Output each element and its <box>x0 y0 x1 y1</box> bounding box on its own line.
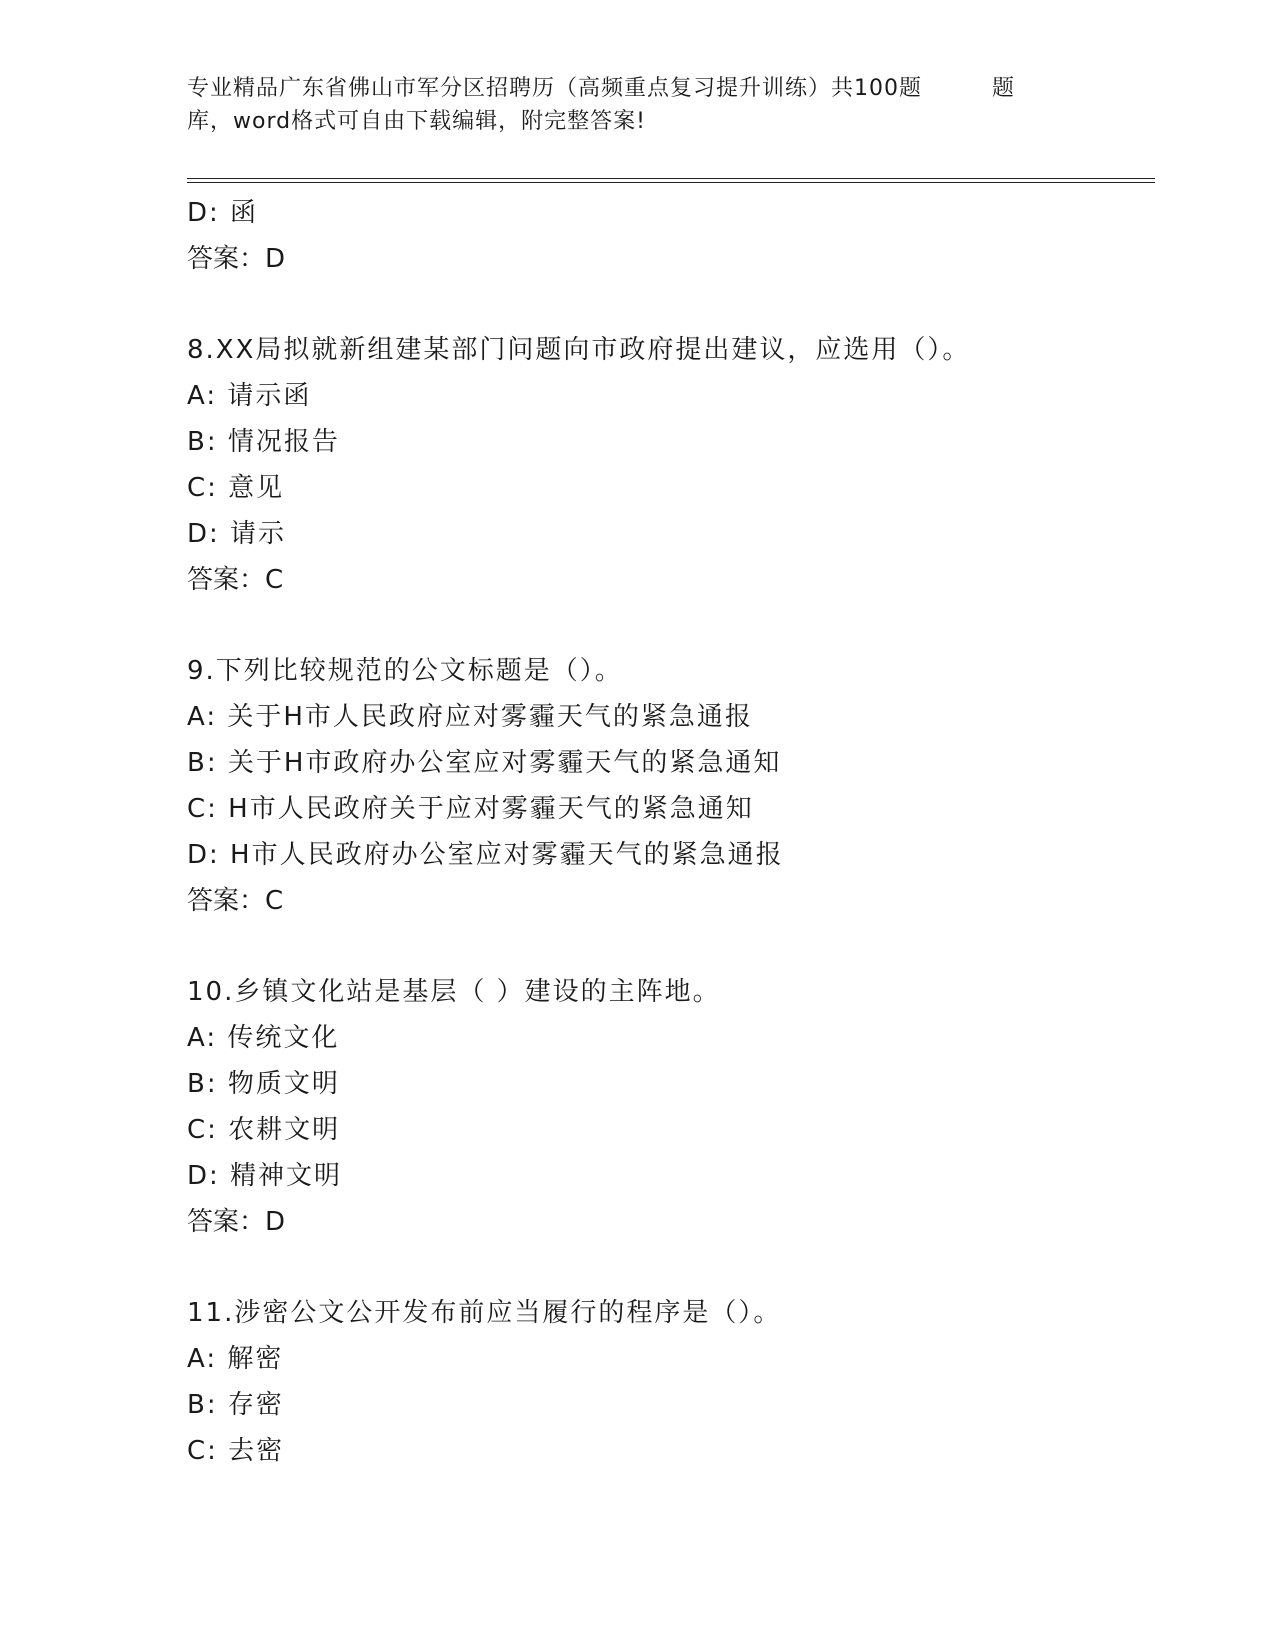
option-d: D: 函 <box>187 198 259 228</box>
question-11 <box>187 1290 1155 1474</box>
header-line-1-tail: 题 <box>992 76 1016 101</box>
option-c: C: 农耕文明 <box>187 1115 341 1145</box>
option-d: D: 精神文明 <box>187 1161 343 1191</box>
question-10 <box>187 969 1155 1245</box>
option-a: A: 解密 <box>187 1344 284 1374</box>
answer: 答案：D <box>187 1207 286 1237</box>
header-line-2: 库，word格式可自由下载编辑，附完整答案! <box>187 109 646 134</box>
option-b: B: 关于H市政府办公室应对雾霾天气的紧急通知 <box>187 748 782 778</box>
option-a: A: 请示函 <box>187 381 312 411</box>
option-b: B: 物质文明 <box>187 1069 340 1099</box>
header-rule-bottom <box>187 182 1155 183</box>
answer: 答案：D <box>187 244 286 274</box>
option-b: B: 情况报告 <box>187 427 340 457</box>
option-c: C: 去密 <box>187 1436 285 1466</box>
answer: 答案：C <box>187 565 284 595</box>
option-a: A: 关于H市人民政府应对雾霾天气的紧急通报 <box>187 702 753 732</box>
question-8 <box>187 327 1155 603</box>
question-9 <box>187 648 1155 924</box>
question-text: 10.乡镇文化站是基层（ ）建设的主阵地。 <box>187 977 721 1007</box>
header-rule-top <box>187 178 1155 179</box>
document-body <box>187 190 1155 1474</box>
question-text: 8.XX局拟就新组建某部门问题向市政府提出建议，应选用（）。 <box>187 335 971 365</box>
option-c: C: H市人民政府关于应对雾霾天气的紧急通知 <box>187 794 754 824</box>
option-a: A: 传统文化 <box>187 1023 340 1053</box>
question-text: 11.涉密公文公开发布前应当履行的程序是（）。 <box>187 1298 782 1328</box>
option-d: D: H市人民政府办公室应对雾霾天气的紧急通报 <box>187 840 784 870</box>
option-d: D: 请示 <box>187 519 287 549</box>
answer: 答案：C <box>187 886 284 916</box>
option-b: B: 存密 <box>187 1390 284 1420</box>
page-header <box>187 72 1087 138</box>
header-line-1: 专业精品广东省佛山市军分区招聘历（高频重点复习提升训练）共100题 <box>187 76 922 101</box>
question-text: 9.下列比较规范的公文标题是（）。 <box>187 656 623 686</box>
option-c: C: 意见 <box>187 473 285 503</box>
